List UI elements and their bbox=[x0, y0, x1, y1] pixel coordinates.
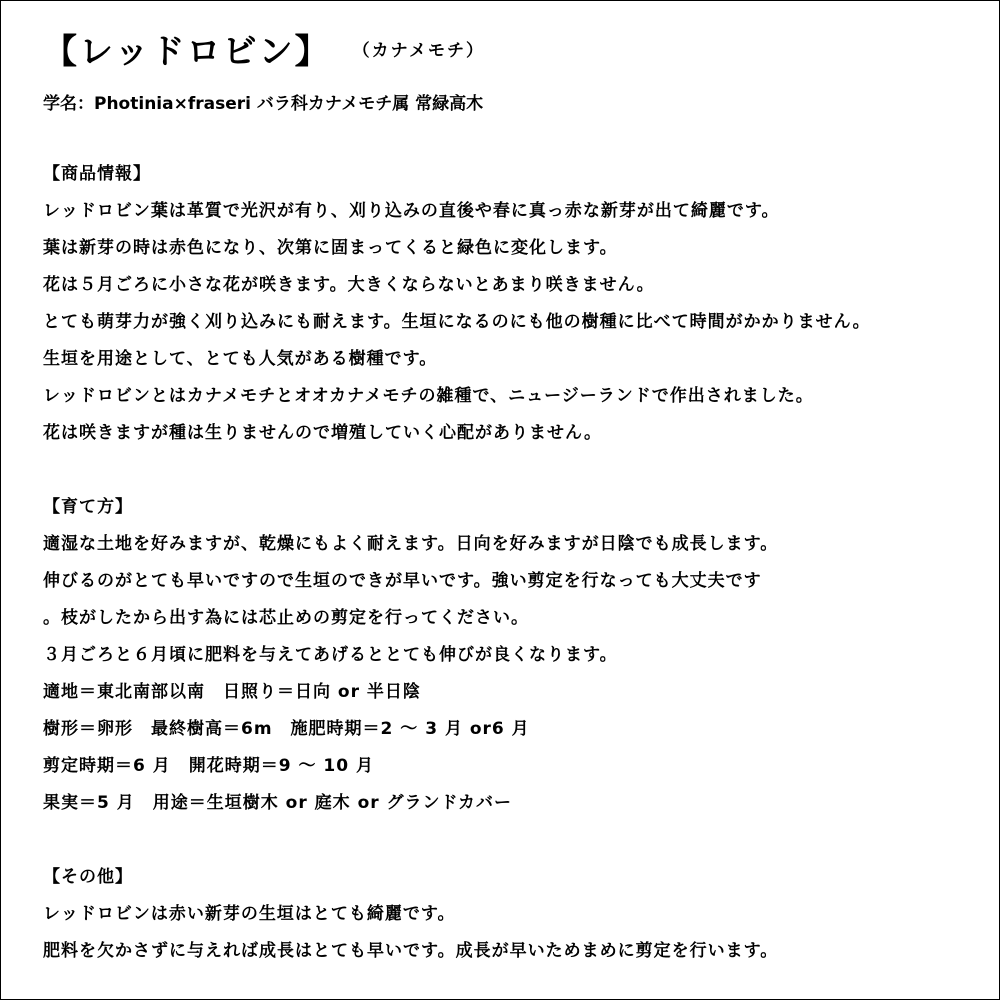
text-line: レッドロビン葉は革質で光沢が有り、刈り込みの直後や春に真っ赤な新芽が出て綺麗です。 bbox=[43, 201, 780, 221]
text-line: レッドロビンとはカナメモチとオオカナメモチの雑種で、ニュージーランドで作出されました。 bbox=[43, 386, 814, 406]
text-line: 伸びるのがとても早いですので生垣のできが早いです。強い剪定を行なっても大丈夫です bbox=[43, 571, 762, 591]
page-subtitle: （カナメモチ） bbox=[352, 40, 485, 61]
title-row bbox=[43, 27, 999, 72]
text-line: 剪定時期＝6 月 開花時期＝9 ～ 10 月 bbox=[43, 756, 374, 776]
text-line: 樹形＝卵形 最終樹高＝6m 施肥時期＝2 ～ 3 月 or6 月 bbox=[43, 719, 530, 739]
text-line: 。枝がしたから出す為には芯止めの剪定を行ってください。 bbox=[43, 608, 529, 628]
text-line: ３月ごろと６月頃に肥料を与えてあげるととても伸びが良くなります。 bbox=[43, 645, 618, 665]
text-line: 果実＝5 月 用途＝生垣樹木 or 庭木 or グランドカバー bbox=[43, 793, 513, 813]
text-line: 適湿な土地を好みますが、乾燥にもよく耐えます。日向を好みますが日陰でも成長します。 bbox=[43, 534, 779, 554]
section-other bbox=[43, 859, 999, 970]
text-line: 適地＝東北南部以南 日照り＝日向 or 半日陰 bbox=[43, 682, 421, 702]
page-title: 【レッドロビン】 bbox=[43, 31, 331, 72]
text-line: 肥料を欠かさずに与えれば成長はとても早いです。成長が早いためまめに剪定を行います。 bbox=[43, 941, 779, 961]
text-line: 葉は新芽の時は赤色になり、次第に固まってくると緑色に変化します。 bbox=[43, 238, 618, 258]
text-line: 生垣を用途として、とても人気がある樹種です。 bbox=[43, 349, 438, 369]
section-product-info bbox=[43, 156, 999, 452]
section-heading: 【商品情報】 bbox=[43, 164, 151, 184]
scientific-name: 学名：Photinia×fraseri バラ科カナメモチ属 常緑高木 bbox=[43, 94, 484, 114]
section-heading: 【育て方】 bbox=[43, 497, 133, 517]
document-body bbox=[43, 27, 999, 970]
text-line: とても萌芽力が強く刈り込みにも耐えます。生垣になるのにも他の樹種に比べて時間がかかりません。 bbox=[43, 312, 871, 332]
text-line: 花は咲きますが種は生りませんので増殖していく心配がありません。 bbox=[43, 423, 603, 443]
section-care bbox=[43, 489, 999, 822]
text-line: レッドロビンは赤い新芽の生垣はとても綺麗です。 bbox=[43, 904, 456, 924]
text-line: 花は５月ごろに小さな花が咲きます。大きくならないとあまり咲きません。 bbox=[43, 275, 655, 295]
section-heading: 【その他】 bbox=[43, 867, 133, 887]
